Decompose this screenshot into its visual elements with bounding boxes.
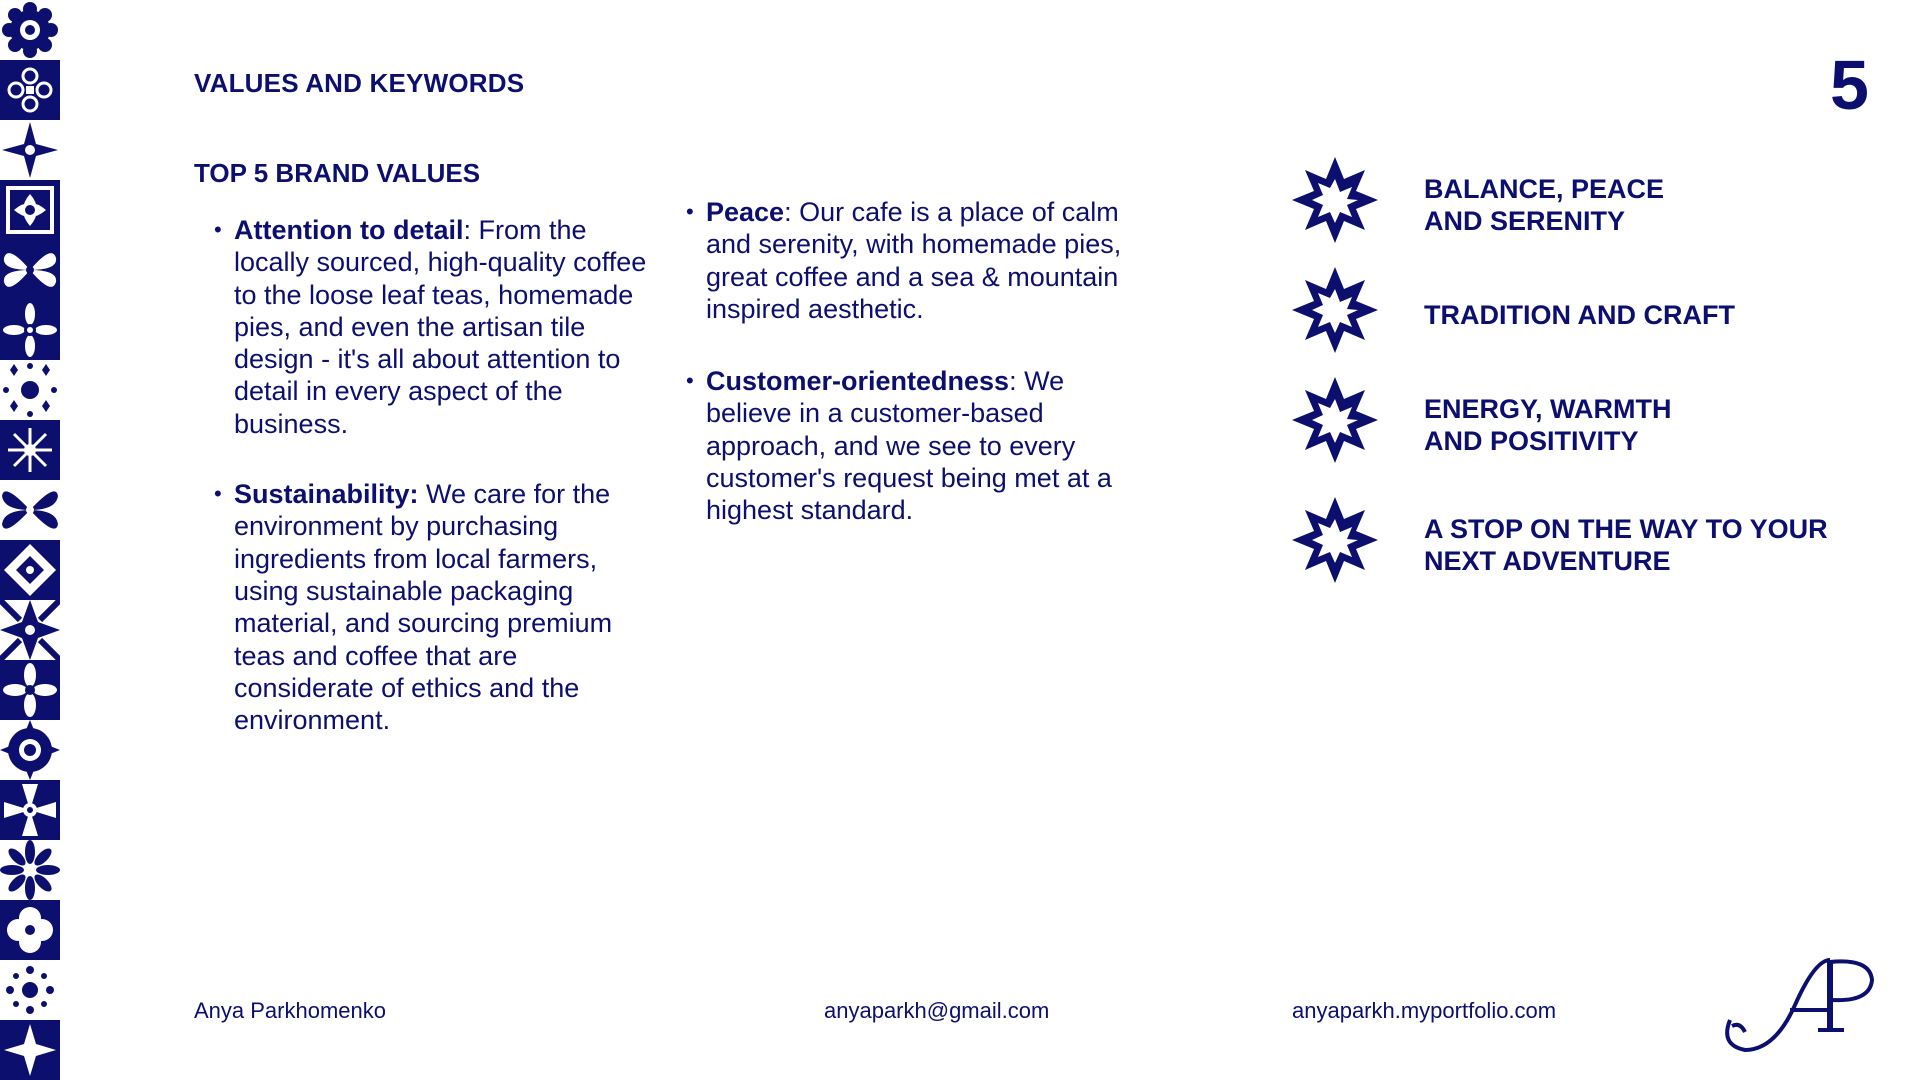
value-description: Our cafe is a place of calm and serenity, with homemade pies, great coffee and a sea & mountain inspired aesthetic.: [706, 197, 1122, 324]
footer-email-link[interactable]: anyaparkh@gmail.com: [824, 998, 1050, 1023]
snowflake-tile-icon: [0, 420, 60, 480]
keyword-item: [1290, 375, 1850, 475]
page-number: 5: [1830, 46, 1869, 124]
keyword-label: ENERGY, WARMTH AND POSITIVITY: [1424, 394, 1672, 456]
star-tile-icon: [0, 1020, 60, 1080]
keyword-label: A STOP ON THE WAY TO YOUR NEXT ADVENTURE: [1424, 514, 1828, 576]
page-title: VALUES AND KEYWORDS: [194, 68, 525, 98]
value-separator: [419, 479, 427, 509]
value-name: Peace: [706, 197, 785, 227]
dotted-flower-tile-icon: [0, 960, 60, 1020]
brand-values-heading: TOP 5 BRAND VALUES: [194, 158, 481, 188]
quatrefoil-tile-icon: [0, 900, 60, 960]
leaf-cross-tile-icon: [0, 480, 60, 540]
value-name: Attention to detail: [234, 215, 464, 245]
petal-tile-icon: [0, 660, 60, 720]
footer-author-name: Anya Parkhomenko: [194, 998, 386, 1023]
butterfly-tile-icon: [0, 240, 60, 300]
value-name: Customer-orientedness: [706, 366, 1010, 397]
footer-website-link[interactable]: anyaparkh.myportfolio.com: [1292, 998, 1557, 1023]
value-item-customer: [686, 365, 1126, 526]
square-flower-tile-icon: [0, 180, 60, 240]
value-item-peace: [686, 196, 1126, 325]
value-item-attention: [214, 214, 654, 440]
rings-tile-icon: [0, 60, 60, 120]
eight-point-star-icon: [1290, 155, 1380, 245]
brand-values-right-list: [686, 196, 1126, 565]
lily-tile-icon: [0, 780, 60, 840]
burst-tile-icon: [0, 840, 60, 900]
value-description: We believe in a customer-based approach, and we see to every customer's request being met at a highest standard.: [706, 366, 1112, 526]
keyword-item: [1290, 155, 1850, 255]
value-item-sustainability: [214, 478, 654, 736]
value-name: Sustainability:: [234, 479, 419, 510]
eight-point-star-icon: [1290, 375, 1380, 465]
keyword-label: TRADITION AND CRAFT: [1424, 300, 1735, 330]
ap-monogram-logo: [1720, 950, 1880, 1060]
four-point-star-tile-icon: [0, 120, 60, 180]
value-description: From the locally sourced, high-quality coffee to the loose leaf teas, homemade pies, and even the artisan tile design - it's all about attention to detail in every aspect of the business.: [234, 215, 647, 439]
eight-point-star-icon: [1290, 265, 1380, 355]
keyword-label: BALANCE, PEACE AND SERENITY: [1424, 174, 1665, 236]
keyword-item: [1290, 495, 1850, 595]
diamond-tile-icon: [0, 540, 60, 600]
flower-tile-icon: [0, 0, 60, 60]
eight-point-star-icon: [1290, 495, 1380, 585]
x-star-tile-icon: [0, 600, 60, 660]
value-separator: :: [784, 197, 800, 227]
value-separator: :: [463, 215, 479, 245]
tile-strip: [0, 0, 60, 1080]
sun-tile-icon: [0, 720, 60, 780]
brand-values-left-list: [214, 214, 654, 774]
daisy-tile-icon: [0, 300, 60, 360]
dots-star-tile-icon: [0, 360, 60, 420]
keyword-item: [1290, 265, 1850, 365]
value-description: We care for the environment by purchasing ingredients from local farmers, using sustainable packaging material, and sourcing premium teas and coffee that are considerate of ethics and the environment.: [234, 479, 613, 736]
value-separator: :: [1009, 366, 1025, 397]
